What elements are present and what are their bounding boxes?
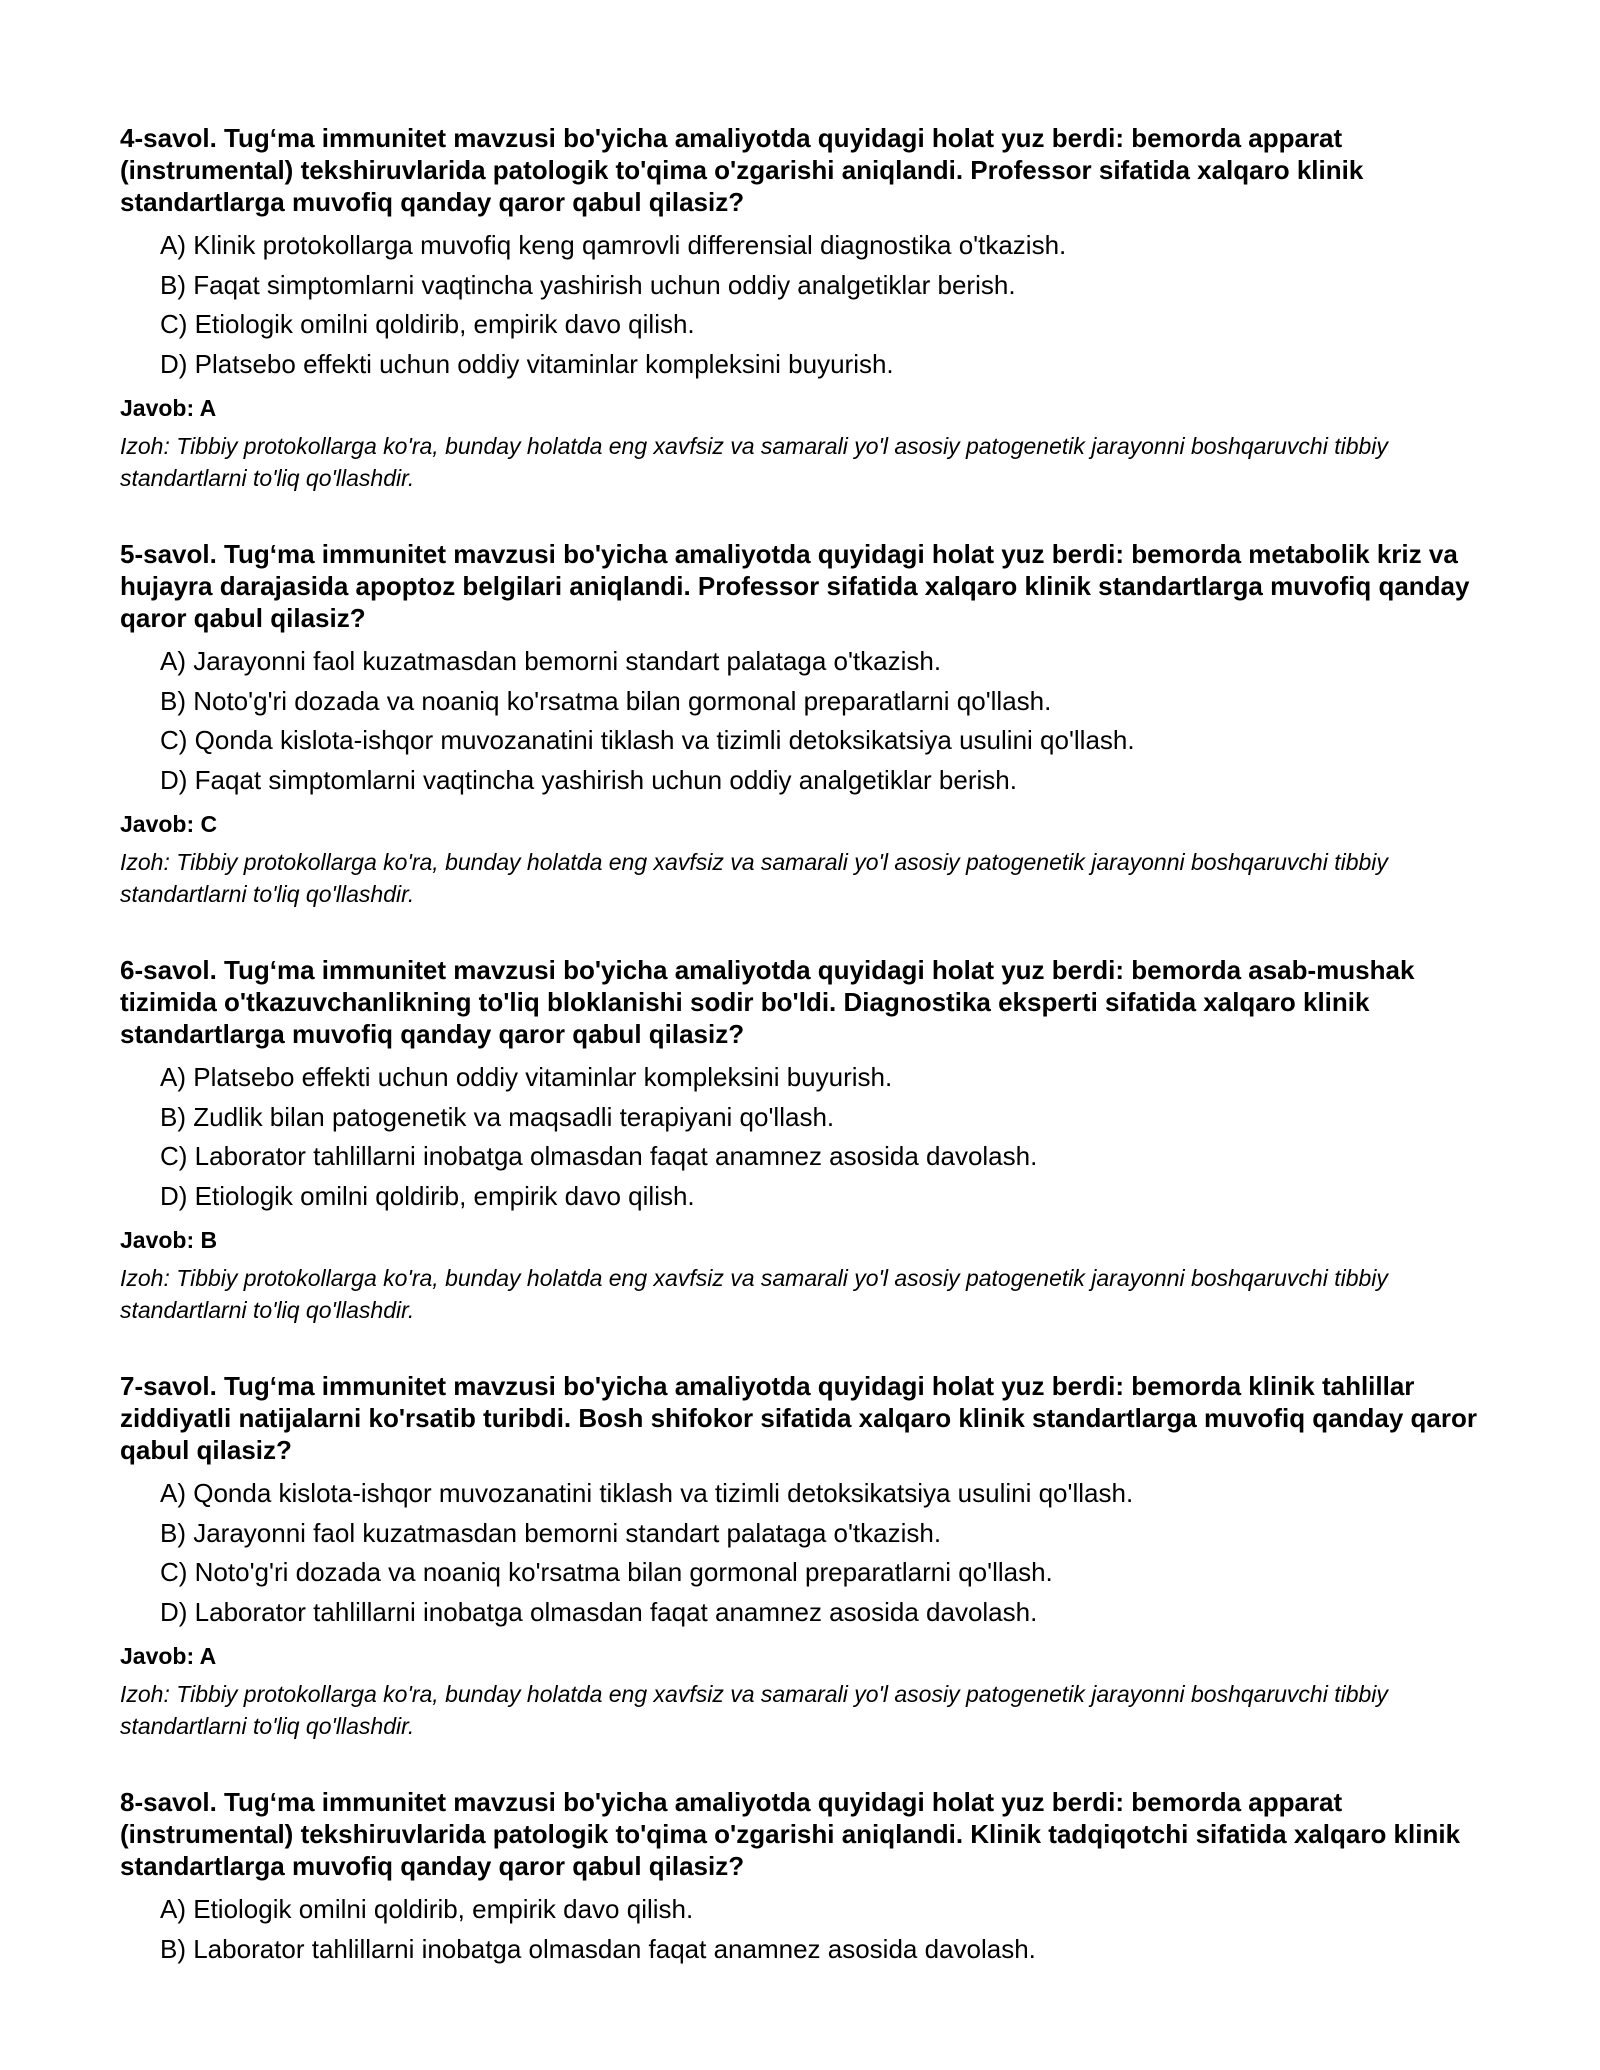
option-a: A) Qonda kislota-ishqor muvozanatini tiklash va tizimli detoksikatsiya usulini qo'llash. — [160, 1478, 1134, 1508]
question-text: 7-savol. Tug‘ma immunitet mavzusi bo'yicha amaliyotda quyidagi holat yuz berdi: bemorda klinik tahlillar ziddiyatli natijalarni ko'rsatib turibdi. Bosh shifokor sifatida xalqaro klinik standartlarga muvofiq qanday qaror qabul qilasiz? — [120, 1371, 1478, 1465]
question-text: 4-savol. Tug‘ma immunitet mavzusi bo'yicha amaliyotda quyidagi holat yuz berdi: bemorda apparat (instrumental) tekshiruvlarida patologik to'qima o'zgarishi aniqlandi. Professor sifatida xalqaro klinik standartlarga muvofiq qanday qaror qabul qilasiz? — [120, 123, 1364, 217]
option-list — [120, 1474, 1490, 1632]
question-5 — [120, 538, 1490, 910]
answer-label: Javob: A — [120, 1643, 217, 1669]
explanation-text: Izoh: Tibbiy protokollarga ko'ra, bunday holatda eng xavfsiz va samarali yo'l asosiy patogenetik jarayonni boshqaruvchi tibbiy standartlarni to'liq qo'llashdir. — [120, 1265, 1388, 1323]
question-4 — [120, 122, 1490, 494]
option-b: B) Noto'g'ri dozada va noaniq ko'rsatma bilan gormonal preparatlarni qo'llash. — [160, 685, 1052, 716]
explanation-text: Izoh: Tibbiy protokollarga ko'ra, bunday holatda eng xavfsiz va samarali yo'l asosiy patogenetik jarayonni boshqaruvchi tibbiy standartlarni to'liq qo'llashdir. — [120, 433, 1388, 491]
option-a: A) Platsebo effekti uchun oddiy vitaminlar kompleksini buyurish. — [160, 1062, 893, 1092]
option-c: C) Laborator tahlillarni inobatga olmasdan faqat anamnez asosida davolash. — [160, 1141, 1038, 1171]
question-text: 6-savol. Tug‘ma immunitet mavzusi bo'yicha amaliyotda quyidagi holat yuz berdi: bemorda asab-mushak tizimida o'tkazuvchanlikning to'liq bloklanishi sodir bo'ldi. Diagnostika eksperti sifatida xalqaro klinik standartlarga muvofiq qanday qaror qabul qilasiz? — [120, 955, 1415, 1049]
option-list — [120, 642, 1490, 800]
option-b: B) Laborator tahlillarni inobatga olmasdan faqat anamnez asosida davolash. — [160, 1933, 1036, 1964]
answer-label: Javob: B — [120, 1227, 218, 1253]
document-page — [120, 122, 1490, 2013]
question-text: 8-savol. Tug‘ma immunitet mavzusi bo'yicha amaliyotda quyidagi holat yuz berdi: bemorda apparat (instrumental) tekshiruvlarida patologik to'qima o'zgarishi aniqlandi. Klinik tadqiqotchi sifatida xalqaro klinik standartlarga muvofiq qanday qaror qabul qilasiz? — [120, 1787, 1461, 1881]
option-d: D) Etiologik omilni qoldirib, empirik davo qilish. — [160, 1180, 695, 1211]
option-c: C) Noto'g'ri dozada va noaniq ko'rsatma bilan gormonal preparatlarni qo'llash. — [160, 1557, 1053, 1587]
option-c: C) Etiologik omilni qoldirib, empirik davo qilish. — [160, 309, 695, 339]
option-d: D) Platsebo effekti uchun oddiy vitaminlar kompleksini buyurish. — [160, 348, 894, 379]
explanation-text: Izoh: Tibbiy protokollarga ko'ra, bunday holatda eng xavfsiz va samarali yo'l asosiy patogenetik jarayonni boshqaruvchi tibbiy standartlarni to'liq qo'llashdir. — [120, 1681, 1388, 1739]
question-text: 5-savol. Tug‘ma immunitet mavzusi bo'yicha amaliyotda quyidagi holat yuz berdi: bemorda metabolik kriz va hujayra darajasida apoptoz belgilari aniqlandi. Professor sifatida xalqaro klinik standartlarga muvofiq qanday qaror qabul qilasiz? — [120, 539, 1470, 633]
option-b: B) Faqat simptomlarni vaqtincha yashirish uchun oddiy analgetiklar berish. — [160, 269, 1016, 300]
option-a: A) Klinik protokollarga muvofiq keng qamrovli differensial diagnostika o'tkazish. — [160, 230, 1067, 260]
option-list — [120, 226, 1490, 384]
explanation-text: Izoh: Tibbiy protokollarga ko'ra, bunday holatda eng xavfsiz va samarali yo'l asosiy patogenetik jarayonni boshqaruvchi tibbiy standartlarni to'liq qo'llashdir. — [120, 849, 1388, 907]
option-a: A) Etiologik omilni qoldirib, empirik davo qilish. — [160, 1894, 694, 1924]
answer-label: Javob: C — [120, 811, 218, 837]
option-c: C) Qonda kislota-ishqor muvozanatini tiklash va tizimli detoksikatsiya usulini qo'llash. — [160, 725, 1135, 755]
option-d: D) Faqat simptomlarni vaqtincha yashirish uchun oddiy analgetiklar berish. — [160, 764, 1017, 795]
question-8 — [120, 1786, 1490, 1969]
option-b: B) Jarayonni faol kuzatmasdan bemorni standart palataga o'tkazish. — [160, 1517, 942, 1548]
option-d: D) Laborator tahlillarni inobatga olmasdan faqat anamnez asosida davolash. — [160, 1596, 1038, 1627]
option-a: A) Jarayonni faol kuzatmasdan bemorni standart palataga o'tkazish. — [160, 646, 942, 676]
question-6 — [120, 954, 1490, 1326]
option-b: B) Zudlik bilan patogenetik va maqsadli terapiyani qo'llash. — [160, 1101, 835, 1132]
answer-label: Javob: A — [120, 395, 217, 421]
option-list — [120, 1058, 1490, 1216]
option-list — [120, 1890, 1490, 1969]
question-7 — [120, 1370, 1490, 1742]
